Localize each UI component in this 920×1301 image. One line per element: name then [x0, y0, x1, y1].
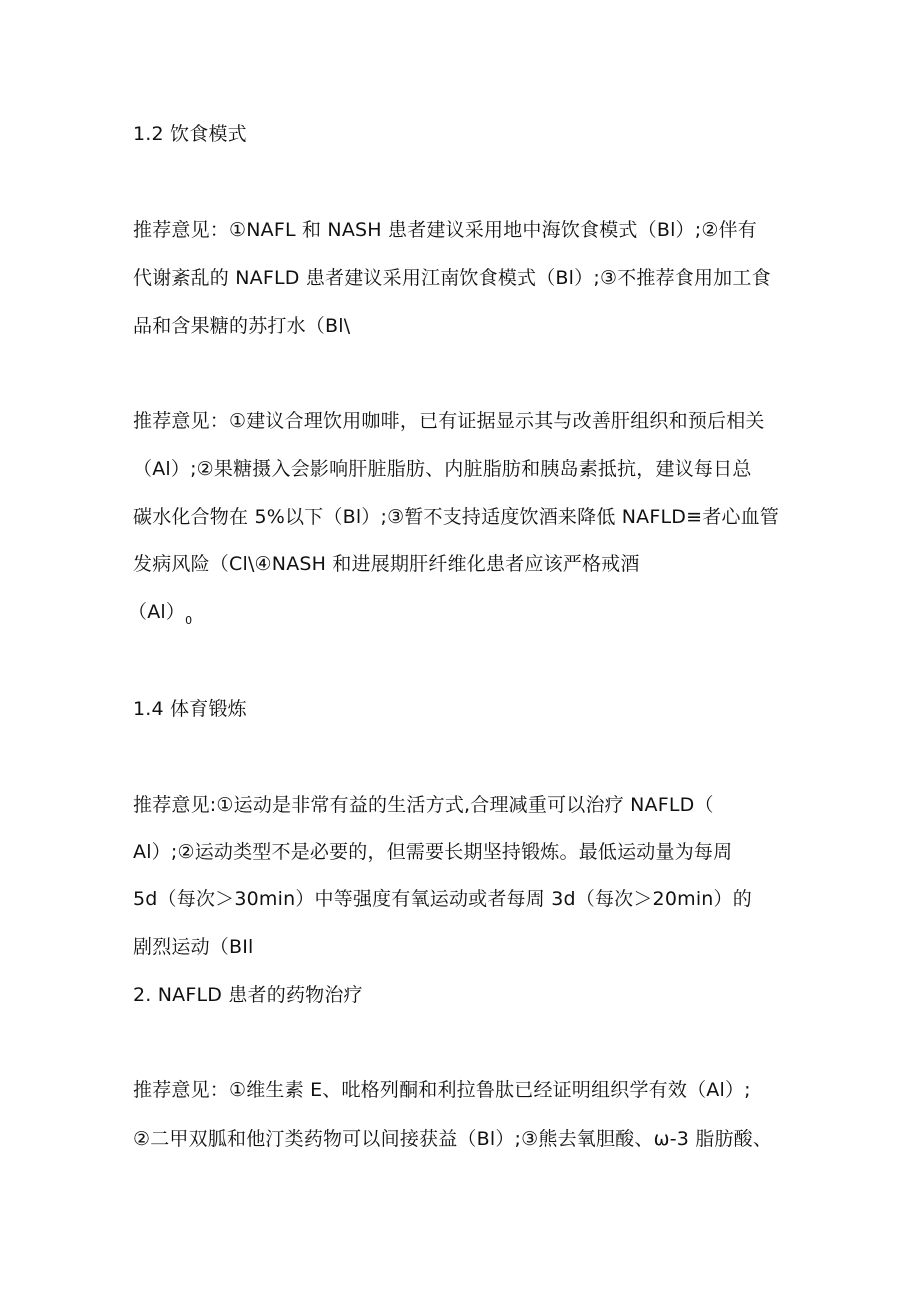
- recommendation-drug-line-2: ②二甲双胍和他汀类药物可以间接获益（Bl）;③熊去氧胆酸、ω-3 脂肪酸、: [133, 1128, 773, 1150]
- recommendation-exercise-line-3: 5d（每次＞30min）中等强度有氧运动或者每周 3d（每次＞20min）的: [133, 888, 752, 910]
- subscript-mark: 0: [185, 614, 193, 627]
- section-heading-diet-pattern: 1.2 饮食模式: [133, 123, 247, 145]
- recommendation-drink-line-5-text: （Al）: [128, 601, 186, 623]
- recommendation-drink-line-4: 发病风险（Cl\④NASH 和进展期肝纤维化患者应该严格戒酒: [133, 553, 640, 575]
- section-heading-exercise: 1.4 体育锻炼: [133, 698, 247, 720]
- recommendation-drink-line-5: [128, 599, 192, 634]
- recommendation-diet-line-1: 推荐意见：①NAFL 和 NASH 患者建议采用地中海饮食模式（Bl）;②伴有: [133, 219, 757, 241]
- recommendation-diet-line-3: 品和含果糖的苏打水（Bl\: [133, 315, 351, 337]
- recommendation-diet-line-2: 代谢紊乱的 NAFLD 患者建议采用江南饮食模式（Bl）;③不推荐食用加工食: [133, 267, 771, 289]
- recommendation-exercise-line-2: Al）;②运动类型不是必要的，但需要长期坚持锻炼。最低运动量为每周: [133, 841, 733, 863]
- recommendation-drink-line-1: 推荐意见：①建议合理饮用咖啡，已有证据显示其与改善肝组织和预后相关: [133, 410, 765, 432]
- recommendation-drug-line-1: 推荐意见：①维生素 E、吡格列酮和利拉鲁肽已经证明组织学有效（Al）;: [133, 1079, 751, 1101]
- recommendation-exercise-line-1: 推荐意见:①运动是非常有益的生活方式,合理减重可以治疗 NAFLD（: [133, 794, 714, 816]
- recommendation-exercise-line-4: 剧烈运动（BIl: [133, 936, 254, 958]
- section-heading-drug-therapy: 2. NAFLD 患者的药物治疗: [133, 984, 363, 1006]
- recommendation-drink-line-2: （Al）;②果糖摄入会影响肝脏脂肪、内脏脂肪和胰岛素抵抗，建议每日总: [133, 458, 752, 480]
- recommendation-drink-line-3: 碳水化合物在 5%以下（Bl）;③暂不支持适度饮酒来降低 NAFLD≡者心血管: [133, 506, 780, 528]
